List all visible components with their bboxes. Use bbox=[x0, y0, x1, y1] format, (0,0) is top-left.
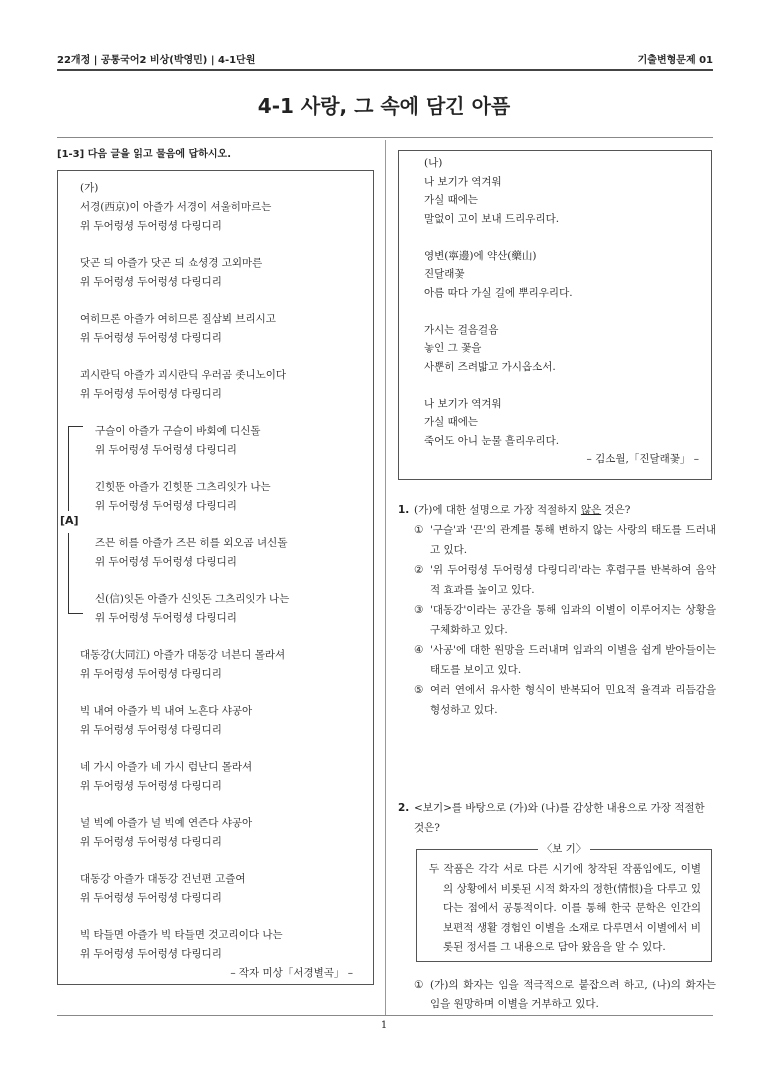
question-number: 1. bbox=[398, 504, 410, 516]
refrain-line: 위 두어렁셩 두어렁셩 다링디리 bbox=[80, 948, 222, 960]
verse-line: 죽어도 아니 눈물 흘리우리다. bbox=[424, 434, 560, 447]
stanza bbox=[80, 870, 373, 908]
verse-line: 빅 타들면 아즐가 빅 타들면 것고리이다 나는 bbox=[80, 929, 283, 941]
footer-rule bbox=[57, 1015, 713, 1016]
header-worksheet-label: 기출변형문제 01 bbox=[637, 55, 713, 66]
stanza bbox=[424, 247, 711, 303]
verse-line: 신(信)잇돈 아즐가 신잇돈 그츠리잇가 나는 bbox=[95, 593, 290, 605]
question-stem bbox=[398, 500, 716, 520]
bogi-title-text: 〈보 기〉 bbox=[538, 843, 591, 855]
refrain-line: 위 두어렁셩 두어렁셩 다링디리 bbox=[95, 500, 237, 512]
verse-line: 대동강(大同江) 아즐가 대동강 너븐디 몰라셔 bbox=[80, 649, 286, 661]
column-divider bbox=[385, 140, 386, 1015]
option-mark: ③ bbox=[414, 604, 424, 616]
verse-line: 여히므론 아즐가 여히므론 질삼뵈 브리시고 bbox=[80, 313, 276, 325]
verse-line: 가실 때에는 bbox=[424, 194, 479, 206]
option-text: 여러 연에서 유사한 형식이 반복되어 민요적 율격과 리듬감을 형성하고 있다. bbox=[430, 684, 716, 716]
verse-line: 네 가시 아즐가 네 가시 럼난디 몰라셔 bbox=[80, 761, 253, 773]
title-rule bbox=[57, 137, 713, 138]
stem-text: (가)에 대한 설명으로 가장 적절하지 bbox=[414, 504, 581, 516]
refrain-line: 위 두어렁셩 두어렁셩 다링디리 bbox=[95, 444, 237, 456]
refrain-line: 위 두어렁셩 두어렁셩 다링디리 bbox=[95, 556, 237, 568]
stanza bbox=[80, 702, 373, 740]
stanza bbox=[80, 198, 373, 236]
passage-label: (나) bbox=[424, 157, 443, 169]
verse-line: 말없이 고이 보내 드리우리다. bbox=[424, 212, 560, 225]
stanza-bracketed bbox=[95, 534, 373, 572]
passage-ga-box bbox=[57, 170, 374, 985]
bogi-title bbox=[417, 841, 711, 857]
refrain-line: 위 두어렁셩 두어렁셩 다링디리 bbox=[80, 276, 222, 288]
refrain-line: 위 두어렁셩 두어렁셩 다링디리 bbox=[80, 724, 222, 736]
stanza bbox=[80, 814, 373, 852]
stem-emphasis: 않은 bbox=[580, 504, 602, 516]
stanza bbox=[80, 758, 373, 796]
stem-text-end: 것은? bbox=[601, 504, 631, 516]
verse-line: 진달래꽃 bbox=[424, 268, 465, 280]
verse-line: 긴힛뚠 아즐가 긴힛뚠 그츠리잇가 나는 bbox=[95, 481, 271, 493]
stanza bbox=[424, 321, 711, 377]
stanza-bracketed bbox=[95, 590, 373, 628]
verse-line: 영변(寧邊)에 약산(藥山) bbox=[424, 249, 537, 262]
answer-option bbox=[398, 680, 716, 720]
verse-line: 널 빅예 아즐가 널 빅예 연즌다 샤공아 bbox=[80, 817, 253, 829]
refrain-line: 위 두어렁셩 두어렁셩 다링디리 bbox=[80, 780, 222, 792]
question-1 bbox=[398, 500, 716, 720]
refrain-line: 위 두어렁셩 두어렁셩 다링디리 bbox=[80, 836, 222, 848]
stanza bbox=[80, 926, 373, 964]
verse-line: 가시는 걸음걸음 bbox=[424, 323, 499, 336]
bracket-a-bottom bbox=[68, 533, 83, 614]
verse-line: 대동강 아즐가 대동강 건넌편 고즐여 bbox=[80, 873, 246, 885]
stem-text: <보기>를 바탕으로 (가)와 (나)를 감상한 내용으로 가장 적절한 것은? bbox=[414, 802, 705, 834]
header-rule bbox=[57, 69, 713, 71]
stanza bbox=[424, 173, 711, 229]
bogi-text: 두 작품은 각각 서로 다른 시기에 창작된 작품임에도, 이별의 상황에서 비롯된 시적 화자의 정한(情恨)을 다루고 있다는 점에서 공통적이다. 이를 통해 한국 문학은 인간의 보편적 생활 경험인 이별을 소재로 다루면서 이별에서 비롯된 정서를 그 내용으로 담아 왔음을 알 수 있다. bbox=[429, 863, 701, 953]
question-instruction: [1-3] 다음 글을 읽고 물음에 답하시오. bbox=[57, 149, 231, 160]
verse-line: 나 보기가 역겨워 bbox=[424, 175, 502, 188]
verse-line: 아름 따다 가실 길에 뿌리우리다. bbox=[424, 286, 573, 299]
question-2-options bbox=[398, 976, 716, 1014]
option-mark: ④ bbox=[414, 644, 424, 656]
option-mark: ② bbox=[414, 564, 424, 576]
bracket-a-label: [A] bbox=[60, 514, 79, 527]
passage-label: (가) bbox=[80, 182, 99, 194]
stanza-bracketed bbox=[95, 422, 373, 460]
option-text: '구슬'과 '끈'의 관계를 통해 변하지 않는 사랑의 태도를 드러내고 있다. bbox=[430, 524, 716, 556]
answer-option bbox=[398, 560, 716, 600]
stanza bbox=[80, 310, 373, 348]
verse-line: 사뿐히 즈려밟고 가시옵소서. bbox=[424, 360, 556, 373]
option-text: '대동강'이라는 공간을 통해 임과의 이별이 이루어지는 상황을 구체화하고 있다. bbox=[430, 604, 716, 636]
verse-line: 즈믄 히를 아즐가 즈믄 히를 외오곰 녀신돌 bbox=[95, 537, 288, 549]
answer-option bbox=[398, 600, 716, 640]
stanza bbox=[424, 395, 711, 451]
verse-line: 놓인 그 꽃을 bbox=[424, 342, 482, 354]
refrain-line: 위 두어렁셩 두어렁셩 다링디리 bbox=[80, 332, 222, 344]
verse-line: 나 보기가 역겨워 bbox=[424, 397, 502, 410]
passage-attribution: – 작자 미상「서경별곡」 – bbox=[230, 967, 353, 979]
option-mark: ⑤ bbox=[414, 684, 424, 696]
verse-line: 가실 때에는 bbox=[424, 416, 479, 428]
stanza bbox=[80, 646, 373, 684]
refrain-line: 위 두어렁셩 두어렁셩 다링디리 bbox=[80, 892, 222, 904]
refrain-line: 위 두어렁셩 두어렁셩 다링디리 bbox=[80, 388, 222, 400]
bracket-a-top bbox=[68, 426, 83, 511]
verse-line: 괴시란딕 아즐가 괴시란딕 우러곰 좃니노이다 bbox=[80, 369, 287, 381]
page-title: 4-1 사랑, 그 속에 담긴 아픔 bbox=[257, 94, 511, 118]
page-number: 1 bbox=[380, 1020, 388, 1031]
verse-line: 구슬이 아즐가 구슬이 바회예 디신돌 bbox=[95, 425, 261, 437]
option-text: '위 두어렁셩 두어렁셩 다링디리'라는 후렴구를 반복하여 음악적 효과를 높이고 있다. bbox=[430, 564, 716, 596]
verse-line: 빅 내여 아즐가 빅 내여 노흔다 샤공아 bbox=[80, 705, 253, 717]
refrain-line: 위 두어렁셩 두어렁셩 다링디리 bbox=[80, 220, 222, 232]
option-text: (가)의 화자는 임을 적극적으로 붙잡으려 하고, (나)의 화자는 임을 원망하며 이별을 거부하고 있다. bbox=[430, 979, 716, 1010]
question-number: 2. bbox=[398, 802, 410, 814]
answer-option bbox=[398, 520, 716, 560]
verse-line: 닷곤 듸 아즐가 닷곤 듸 쇼셩경 고외마른 bbox=[80, 257, 263, 269]
refrain-line: 위 두어렁셩 두어렁셩 다링디리 bbox=[95, 612, 237, 624]
passage-na-box bbox=[398, 150, 712, 480]
stanza bbox=[80, 254, 373, 292]
answer-option bbox=[398, 976, 716, 1014]
question-stem bbox=[398, 798, 716, 838]
verse-line: 서경(西京)이 아즐가 서경이 셔울히마르는 bbox=[80, 201, 272, 213]
question-2 bbox=[398, 798, 716, 838]
option-mark: ① bbox=[414, 524, 424, 536]
bogi-box bbox=[416, 843, 712, 962]
option-mark: ① bbox=[414, 979, 424, 991]
answer-option bbox=[398, 640, 716, 680]
stanza-bracketed bbox=[95, 478, 373, 516]
refrain-line: 위 두어렁셩 두어렁셩 다링디리 bbox=[80, 668, 222, 680]
option-text: '사공'에 대한 원망을 드러내며 임과의 이별을 쉽게 받아들이는 태도를 보이고 있다. bbox=[430, 644, 716, 676]
passage-attribution: – 김소월,「진달래꽃」 – bbox=[586, 453, 699, 465]
header-course-info: 22개정 | 공통국어2 비상(박영민) | 4-1단원 bbox=[57, 55, 256, 66]
stanza bbox=[80, 366, 373, 404]
